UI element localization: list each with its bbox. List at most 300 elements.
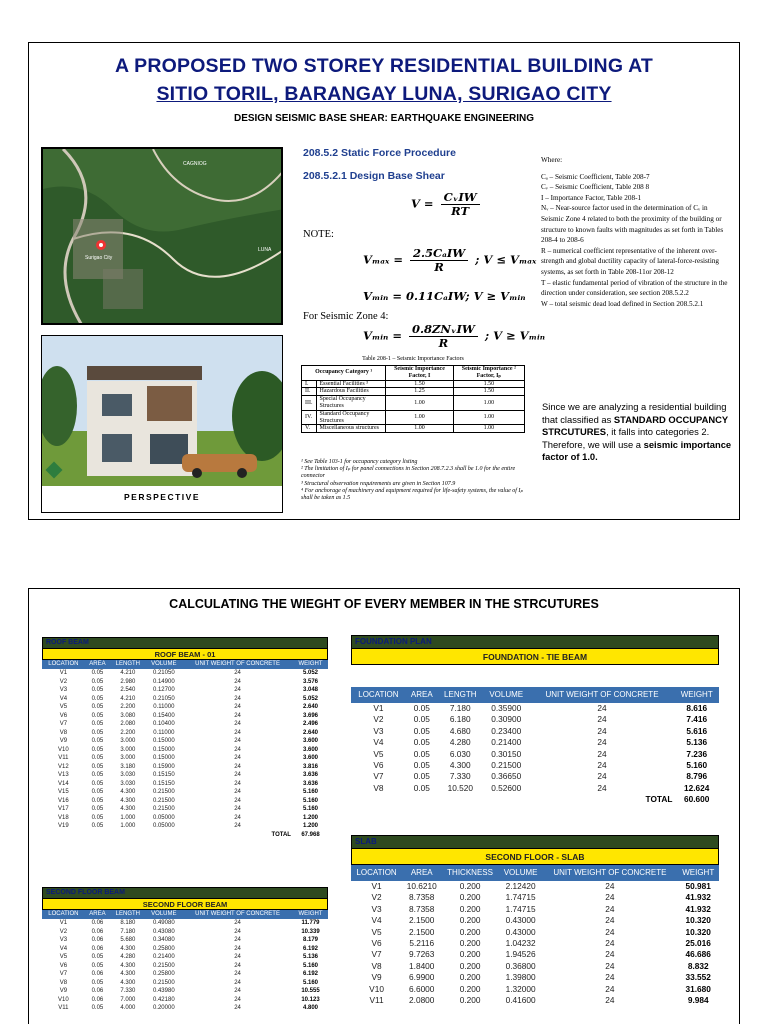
table-cell: 24 [605,881,615,891]
table-cell: 0.05 [91,738,104,744]
column-header: AREA [85,660,110,669]
column-header: UNIT WEIGHT OF CONCRETE [542,865,677,881]
table-cell: 0.34080 [152,937,175,943]
table-cell: 7.236 [686,748,708,759]
total-row [42,831,328,840]
table-cell: 12.624 [684,782,710,793]
table-cell: 4.300 [120,971,136,977]
table-cell: 8.7358 [409,892,435,903]
footnote: ³ Structural observation requirements are given in Section 107.9 [301,480,456,487]
table-cell: V1 [373,703,384,713]
table-cell: 1.000 [120,823,136,829]
table-cell: 7.330 [120,988,136,994]
table-cell: 0.23400 [491,725,522,736]
second-floor-beam-table [42,910,328,1013]
table-cell: 0.200 [459,938,481,949]
imp-cell: 1.00 [453,396,524,411]
roof-beam-block [42,637,328,877]
table-cell: 24 [234,928,241,935]
slide-seismic-base-shear [28,42,740,520]
table-cell: V8 [371,960,382,971]
table-cell: 3.576 [302,678,318,685]
column-header: WEIGHT [293,910,328,919]
table-row [351,726,719,737]
importance-table-footnotes [301,459,531,502]
table-cell: 0.15000 [152,738,175,744]
table-cell: 2.0800 [409,995,435,1006]
column-header: VOLUME [483,687,530,703]
table-cell: 4.210 [120,695,136,702]
table-cell: 0.05 [91,789,104,795]
column-header: WEIGHT [293,660,328,669]
table-cell: V10 [58,996,69,1003]
table-cell: 0.200 [459,892,481,903]
column-header: UNIT WEIGHT OF CONCRETE [182,660,293,669]
imp-row [302,396,525,411]
table-cell: 4.280 [120,954,136,960]
table-cell: 8.7358 [409,903,435,914]
table-cell: 0.06 [91,996,104,1003]
table-cell: 24 [597,771,607,782]
table-cell: 10.320 [685,915,711,926]
table-cell: 0.21500 [152,979,175,986]
table-cell: 0.200 [459,983,481,994]
table-cell: V18 [58,814,69,821]
table-cell: 3.696 [302,712,318,719]
table-cell: 1.8400 [409,960,435,971]
imp-cell: 1.00 [453,410,524,425]
subtitle: DESIGN SEISMIC BASE SHEAR: EARTHQUAKE ENGINEERING [233,113,535,124]
table-cell: 3.816 [302,763,318,770]
table-cell: V19 [58,823,69,829]
table-cell: 0.05 [91,814,104,821]
table-cell: 0.15150 [152,772,175,778]
table-cell: 41.932 [685,903,711,914]
column-header: VOLUME [146,910,183,919]
table-cell: V1 [59,920,68,926]
table-row [351,915,719,926]
table-cell: 8.179 [302,937,318,943]
equation-vmin: Vₘᵢₙ = 0.11CₐIW; V ≥ Vₘᵢₙ [363,289,526,303]
table-row [351,703,719,714]
table-cell: 0.15900 [152,763,175,770]
foundation-header: FOUNDATION PLAN [351,635,719,649]
table-cell: 1.200 [302,823,318,829]
table-row [351,881,719,892]
table-cell: 10.320 [685,926,711,937]
table-row [42,763,328,772]
perspective-render [41,335,283,513]
table-row [42,996,328,1005]
table-cell: V8 [59,729,68,736]
table-cell: 2.1500 [409,915,435,926]
table-cell: 2.980 [120,678,136,685]
table-cell: 4.300 [120,945,136,952]
table-cell: 5.616 [686,725,708,736]
where-definitions [541,155,731,309]
table-cell: 0.05000 [152,823,175,829]
table-cell: 5.136 [302,954,318,960]
total-row [351,794,719,805]
table-cell: 0.21500 [152,806,175,812]
table-cell: 5.160 [302,797,318,804]
equation-design-base-shear: V = $\frac{\text{CᵥIW}}{RT}$ [411,191,483,218]
table-cell: V9 [59,738,68,744]
table-cell: 0.05000 [152,814,175,821]
table-cell: 5.052 [302,670,318,676]
table-cell: 5.052 [302,695,318,702]
table-cell: 0.200 [459,915,481,926]
table-cell: V10 [58,746,69,753]
table-cell: 3.600 [302,755,318,761]
table-cell: 4.300 [120,806,136,812]
table-cell: V1 [371,881,382,891]
table-cell: 0.25800 [152,971,175,977]
table-cell: 0.21050 [152,670,175,676]
table-cell: 0.05 [91,670,104,676]
where-item: Nᵥ – Near-source factor used in the determination of Cᵥ in Seismic Zone 4 related to both the proximity of the building or structure to known faults with magnitudes as set forth in Tables 208-4 to 208-6 [541,204,724,245]
table-cell: 24 [234,962,241,969]
table-cell: 8.796 [686,771,708,782]
table-cell: V16 [58,797,69,804]
table-cell: 0.06 [91,920,104,926]
table-cell: 0.21400 [491,737,522,748]
table-cell: 0.05 [413,782,430,793]
table-cell: 0.05 [91,797,104,804]
table-cell: 24 [234,772,241,778]
table-cell: 24 [605,938,615,949]
table-cell: 2.200 [120,729,136,736]
second-floor-beam-header: SECOND FLOOR BEAM [42,887,328,899]
where-item: T – elastic fundamental period of vibration of the structure in the direction under consideration, see section 208.5.2.2 [541,278,728,298]
table-cell: 0.06 [91,928,104,935]
table-cell: 2.496 [302,721,318,727]
where-item: R – numerical coefficient representative of the inherent over-strength and global ductility capacity of lateral-force-resisting systems, as set forth in Table 208-11or 208-12 [541,246,720,276]
table-cell: V4 [371,915,382,926]
total-label: TOTAL [645,794,673,805]
slab-block [351,835,719,1024]
table-cell: 0.06 [91,945,104,952]
column-header: AREA [85,910,110,919]
table-cell: V4 [59,945,68,952]
table-cell: 0.06 [91,937,104,943]
table-cell: V7 [59,721,68,727]
table-cell: 24 [234,738,241,744]
table-cell: 24 [597,714,607,725]
table-cell: 3.636 [302,772,318,778]
table-row [42,953,328,962]
table-cell: 24 [234,670,241,676]
table-cell: 3.600 [302,738,318,744]
table-cell: 2.1500 [409,926,435,937]
roof-beam-table [42,660,328,839]
table-cell: 7.330 [449,771,471,782]
seismic-importance-table [301,365,525,433]
table-cell: 24 [234,1005,241,1011]
second-floor-beam-block [42,887,328,1024]
table-row [42,737,328,746]
table-row [42,979,328,988]
table-cell: 0.200 [459,995,481,1006]
table-cell: 24 [234,721,241,727]
table-row [42,822,328,831]
importance-table-caption: Table 208-1 – Seismic Importance Factors [362,356,464,362]
table-row [351,771,719,782]
foundation-block [351,635,719,831]
column-header: UNIT WEIGHT OF CONCRETE [182,910,293,919]
table-cell: 0.36650 [491,771,522,782]
table-cell: 3.000 [120,755,136,761]
table-cell: 0.35900 [491,703,522,713]
table-cell: 0.30150 [491,748,522,759]
table-cell: 0.21500 [152,789,175,795]
table-cell: 0.05 [91,763,104,770]
table-cell: 0.05 [91,712,104,719]
table-cell: 0.200 [459,949,481,960]
table-cell: 24 [605,903,615,914]
roof-beam-header: ROOF BEAM [42,637,328,649]
table-cell: 0.49080 [152,920,175,926]
table-cell: 10.6210 [406,881,437,891]
table-cell: V12 [58,763,69,770]
table-cell: 24 [234,763,241,770]
table-cell: 24 [234,823,241,829]
table-row [42,805,328,814]
table-cell: 24 [234,996,241,1003]
map-label-cagniog: CAGNIOG [183,161,207,167]
table-cell: 24 [234,712,241,719]
table-cell: 0.200 [459,903,481,914]
table-cell: V6 [59,962,68,969]
table-cell: 3.000 [120,746,136,753]
table-row [42,678,328,687]
table-cell: V3 [59,687,68,693]
table-cell: V2 [59,928,68,935]
imp-header-factor-i: Seismic Importance Factor, I [386,366,453,381]
table-row [42,797,328,806]
foundation-table [351,687,719,806]
table-cell: 24 [234,729,241,736]
table-cell: 4.300 [449,760,471,771]
table-cell: 6.6000 [409,983,435,994]
table-cell: 4.210 [120,670,136,676]
table-cell: 0.200 [459,881,481,891]
table-cell: 0.05 [413,703,430,713]
table-row [42,746,328,755]
imp-cell: Hazardous Facilities [316,388,386,396]
empty-cell [110,831,145,840]
table-cell: V11 [369,995,384,1006]
table-cell: 24 [234,755,241,761]
table-cell: 3.080 [120,712,136,719]
column-header: LENGTH [110,910,145,919]
imp-cell: III. [302,396,317,411]
table-cell: 0.05 [91,721,104,727]
perspective-label: PERSPECTIVE [123,492,201,502]
table-cell: V17 [58,806,69,812]
table-cell: 0.11000 [153,704,175,710]
table-row [42,754,328,763]
table-cell: V6 [371,938,382,949]
table-cell: 3.030 [120,780,136,787]
note-label: NOTE: [303,229,334,240]
foundation-subtitle: FOUNDATION - TIE BEAM [351,649,719,665]
table-row [351,904,719,915]
table-row [351,760,719,771]
table-cell: 6.192 [302,945,318,952]
table-row [42,703,328,712]
table-cell: 0.21500 [491,760,522,771]
table-cell: 24 [597,782,607,793]
table-cell: 7.180 [449,703,471,713]
table-cell: 24 [234,937,241,943]
table-cell: 24 [234,704,241,710]
table-cell: V15 [58,789,69,795]
column-header: LOCATION [42,910,85,919]
second-floor-beam-subtitle: SECOND FLOOR BEAM [42,899,328,910]
table-cell: 1.74715 [505,892,536,903]
table-cell: V13 [58,772,69,778]
imp-cell: 1.50 [453,388,524,396]
table-cell: 4.680 [449,725,471,736]
table-row [42,970,328,979]
table-cell: 0.30900 [491,714,522,725]
conclusion-text: Since we are analyzing a residential building that classified as STANDARD OCCUPANCY STRCUTURES, it falls into categories 2. Therefore, we will use a seismic importance factor of 1.0. [542,401,732,462]
table-row [351,984,719,995]
table-cell: 0.05 [91,755,104,761]
table-cell: 6.192 [302,971,318,977]
table-cell: V11 [58,755,69,761]
where-item: Cₐ – Seismic Coefficient, Table 208-7 [541,172,650,181]
imp-header-factor-ip: Seismic Importance ² Factor, Iₚ [453,366,524,381]
table-cell: 24 [605,892,615,903]
table-cell: 0.05 [413,748,430,759]
table-cell: 4.300 [120,979,136,986]
table-cell: V7 [371,949,382,960]
table-cell: V4 [59,695,68,702]
table-row [42,962,328,971]
table-cell: 0.05 [413,714,430,725]
table-cell: 3.000 [120,738,136,744]
title-line-2: SITIO TORIL, BARANGAY LUNA, SURIGAO CITY [156,83,612,105]
table-cell: 0.05 [91,772,104,778]
total-value: 60.600 [684,794,710,805]
table-cell: 0.14900 [152,678,175,685]
column-header: LENGTH [438,687,483,703]
table-cell: 1.39800 [505,972,536,983]
table-cell: 4.300 [120,962,136,969]
table-cell: 2.080 [120,721,136,727]
imp-cell: 1.50 [453,380,524,388]
table-cell: 10.555 [301,988,320,994]
column-header: LOCATION [351,687,406,703]
table-cell: 1.04232 [505,938,536,949]
table-cell: 2.12420 [505,881,536,891]
table-cell: 2.200 [120,704,136,710]
table-cell: 5.136 [686,737,708,748]
column-header: LENGTH [110,660,145,669]
imp-cell: IV. [302,410,317,425]
empty-cell [42,831,85,840]
table-cell: 5.160 [302,962,318,969]
table-cell: 0.05 [413,737,430,748]
total-label: TOTAL [271,831,291,838]
imp-cell: 1.00 [386,425,453,433]
table-cell: 24 [597,703,607,713]
table-cell: 9.7263 [409,949,435,960]
table-cell: 0.05 [91,979,104,986]
table-cell: 8.616 [686,703,708,713]
imp-cell: 1.50 [386,380,453,388]
table-cell: 24 [597,725,607,736]
table-cell: 24 [234,780,241,787]
imp-cell: II. [302,388,317,396]
equation-vmax: Vₘₐₓ = $\frac{\text{2.5CₐIW}}{R}$ ; V ≤ Vₘₐₓ [363,246,537,274]
table-cell: 0.43080 [152,928,175,935]
zone-4-label: For Seismic Zone 4: [303,311,389,322]
table-cell: 25.016 [685,938,711,949]
table-cell: 0.06 [91,971,104,977]
table-cell: 10.123 [301,996,320,1003]
table-row [351,749,719,760]
table-cell: 24 [605,960,615,971]
table-cell: 0.05 [413,760,430,771]
table-cell: V9 [59,988,68,994]
table-cell: V3 [373,725,384,736]
table-cell: 0.05 [91,780,104,787]
table-cell: 24 [605,926,615,937]
table-cell: V2 [59,678,68,685]
table-cell: V4 [373,737,384,748]
table-cell: 24 [605,915,615,926]
table-cell: 0.05 [91,695,104,702]
table-cell: 0.05 [413,725,430,736]
slab-header: SLAB [351,835,719,849]
table-cell: 5.160 [302,979,318,986]
table-cell: V8 [59,979,68,986]
table-cell: 4.280 [449,737,471,748]
table-row [351,927,719,938]
table-cell: 0.43000 [505,926,536,937]
table-cell: V1 [59,670,68,676]
table-row [351,972,719,983]
table-cell: 24 [597,737,607,748]
table-cell: 0.52600 [491,782,522,793]
table-cell: 4.300 [120,797,136,804]
table-row [351,938,719,949]
table-cell: 0.15000 [152,755,175,761]
table-cell: V2 [371,892,382,903]
column-header: VOLUME [499,865,543,881]
table-cell: 0.15400 [152,712,175,719]
table-cell: 0.05 [91,746,104,753]
table-cell: 0.11000 [153,729,175,736]
empty-cell [85,831,110,840]
imp-cell: Essential Facilities ³ [316,380,386,388]
footnote: ² The limitation of Iₚ for panel connections in Section 208.7.2.3 shall be 1.0 for the entire connector [301,466,516,480]
satellite-map-image [43,149,283,325]
empty-cell [146,831,183,840]
table-cell: 24 [234,797,241,804]
column-header: VOLUME [146,660,183,669]
table-cell: V5 [59,954,68,960]
location-map [41,147,283,325]
table-cell: 7.416 [686,714,708,725]
empty-cell [351,794,406,805]
table-cell: 24 [605,983,615,994]
table-cell: V3 [371,903,382,914]
table-cell: 4.800 [302,1005,318,1011]
